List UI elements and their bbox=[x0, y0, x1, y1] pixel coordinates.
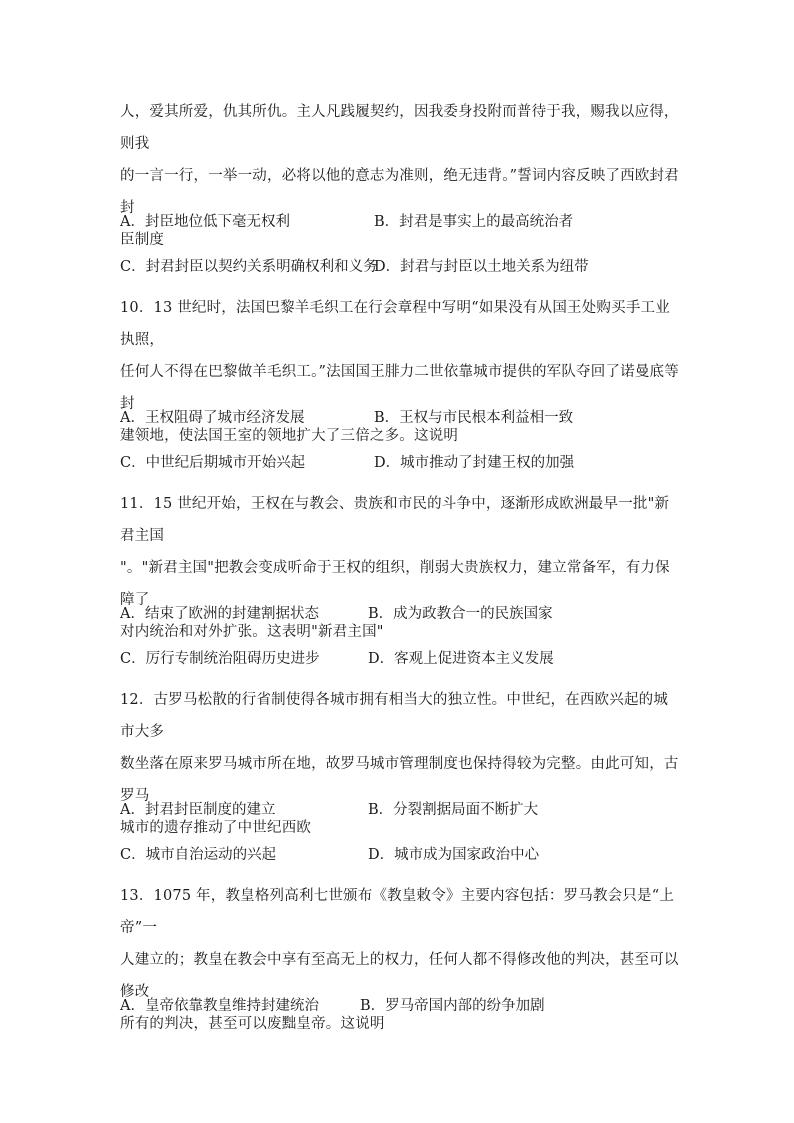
option-a[interactable]: A．结束了欧洲的封建割据状态 bbox=[120, 606, 319, 622]
stem-line: 任何人不得在巴黎做羊毛织工。”法国国王腓力二世依靠城市提供的军队夺回了诺曼底等封 bbox=[120, 364, 679, 412]
question-10-options-row-2 bbox=[120, 451, 680, 471]
stem-line: 11．15 世纪开始，王权在与教会、贵族和市民的斗争中，逐渐形成欧洲最早一批"新君主国 bbox=[120, 496, 670, 544]
stem-line: 城市的遗存推动了中世纪西欧 bbox=[120, 820, 312, 836]
option-a[interactable]: A．封臣地位低下毫无权利 bbox=[120, 214, 290, 230]
question-13-stem bbox=[120, 880, 680, 1040]
stem-line: 建领地，使法国王室的领地扩大了三倍之多。这说明 bbox=[120, 428, 459, 444]
option-b[interactable]: B．罗马帝国内部的纷争加剧 bbox=[360, 998, 545, 1014]
stem-line: 13．1075 年，教皇格列高利七世颁布《教皇敕令》主要内容包括：罗马教会只是“上帝”一 bbox=[120, 888, 675, 936]
option-a[interactable]: A．王权阻碍了城市经济发展 bbox=[120, 410, 305, 426]
stem-line: 10．13 世纪时，法国巴黎羊毛织工在行会章程中写明“如果没有从国王处购买手工业执照， bbox=[120, 300, 670, 348]
question-12-options-row-1 bbox=[120, 798, 680, 818]
option-d[interactable]: D．客观上促进资本主义发展 bbox=[368, 651, 554, 667]
question-12-stem bbox=[120, 684, 680, 844]
option-a[interactable]: A．封君封臣制度的建立 bbox=[120, 802, 276, 818]
question-12-options-row-2 bbox=[120, 843, 680, 863]
option-a[interactable]: A．皇帝依靠教皇维持封建统治 bbox=[120, 998, 319, 1014]
option-b[interactable]: B．王权与市民根本利益相一致 bbox=[374, 410, 574, 426]
intro-options-row-2 bbox=[120, 255, 680, 275]
option-c[interactable]: C．封君封臣以契约关系明确权利和义务 bbox=[120, 259, 378, 275]
option-b[interactable]: B．封君是事实上的最高统治者 bbox=[374, 214, 574, 230]
intro-options-row-1 bbox=[120, 210, 680, 230]
option-c[interactable]: C．城市自治运动的兴起 bbox=[120, 847, 277, 863]
stem-line: 对内统治和对外扩张。这表明"新君主国" bbox=[120, 624, 384, 640]
question-11-options-row-1 bbox=[120, 602, 680, 622]
stem-line: 12．古罗马松散的行省制使得各城市拥有相当大的独立性。中世纪，在西欧兴起的城市大多 bbox=[120, 692, 669, 740]
option-b[interactable]: B．成为政教合一的民族国家 bbox=[368, 606, 553, 622]
intro-stem bbox=[120, 96, 680, 256]
stem-line: 人，爱其所爱，仇其所仇。主人凡践履契约，因我委身投附而普待于我，赐我以应得，则我 bbox=[120, 104, 679, 152]
question-10-stem bbox=[120, 292, 680, 452]
question-10-options-row-1 bbox=[120, 406, 680, 426]
stem-line: 所有的判决，甚至可以废黜皇帝。这说明 bbox=[120, 1016, 385, 1032]
option-d[interactable]: D．封君与封臣以土地关系为纽带 bbox=[374, 259, 589, 275]
stem-line: 人建立的；教皇在教会中享有至高无上的权力，任何人都不得修改他的判决，甚至可以修改 bbox=[120, 952, 679, 1000]
stem-line: 臣制度 bbox=[120, 232, 165, 248]
option-c[interactable]: C．中世纪后期城市开始兴起 bbox=[120, 455, 306, 471]
stem-line: 的一言一行，一举一动，必将以他的意志为准则，绝无违背。”誓词内容反映了西欧封君封 bbox=[120, 168, 679, 216]
stem-line: 数坐落在原来罗马城市所在地，故罗马城市管理制度也保持得较为完整。由此可知，古罗马 bbox=[120, 756, 679, 804]
option-d[interactable]: D．城市成为国家政治中心 bbox=[368, 847, 540, 863]
option-c[interactable]: C．厉行专制统治阻碍历史进步 bbox=[120, 651, 320, 667]
question-11-stem bbox=[120, 488, 680, 648]
question-13-options-row-1 bbox=[120, 994, 680, 1014]
question-11-options-row-2 bbox=[120, 647, 680, 667]
option-b[interactable]: B．分裂割据局面不断扩大 bbox=[368, 802, 539, 818]
stem-line: "。"新君主国"把教会变成听命于王权的组织，削弱大贵族权力，建立常备军，有力保障了 bbox=[120, 560, 670, 608]
option-d[interactable]: D．城市推动了封建王权的加强 bbox=[374, 455, 575, 471]
